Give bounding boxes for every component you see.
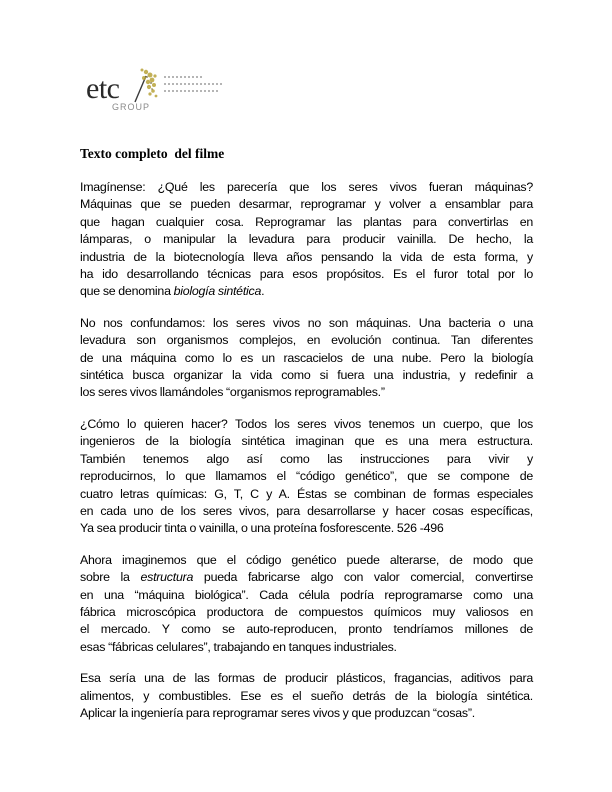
text-line: Esa sería una de las formas de producir plásticos, fragancias, aditivos para	[80, 671, 533, 686]
text-run: que se denomina	[80, 284, 174, 299]
etc-group-logo	[86, 66, 226, 114]
page-title: Texto completo del filme	[80, 146, 225, 161]
italic-term: biología sintética	[173, 284, 262, 299]
text-line: de una máquina como lo es un rascacielos de una nube. Pero la biología	[80, 350, 533, 365]
paragraph-5	[80, 670, 533, 722]
logo-wordmark: etc	[86, 72, 120, 105]
logo-figure-icon	[134, 66, 160, 104]
text-line: Ahora imaginemos que el código genético puede alterarse, de modo que	[80, 552, 533, 567]
paragraph-3	[80, 416, 533, 538]
document-body	[80, 179, 533, 736]
text-line: Imagínense: ¿Qué les parecería que los seres vivos fueran máquinas?	[80, 180, 533, 194]
text-line	[80, 569, 533, 586]
text-line: ingenieros de la biología sintética imaginan que es una mera estructura.	[80, 434, 533, 449]
text-line: esas “fábricas celulares”, trabajando en tanques industriales.	[80, 639, 397, 654]
italic-term: estructura	[140, 570, 194, 585]
text-line: en cada uno de los seres vivos, para desarrollarse y hacer cosas específicas,	[80, 503, 533, 518]
text-line: También tenemos algo así como las instrucciones para vivir y	[80, 451, 533, 466]
paragraph-4	[80, 552, 533, 656]
text-line: cuatro letras químicas: G, T, C y A. Éstas se combinan de formas especiales	[80, 486, 533, 501]
text-line: los seres vivos llamándoles “organismos reprogramables.”	[80, 385, 385, 400]
text-line: sintética busca organizar la vida como si fuera una industria, y redefinir a	[80, 368, 533, 383]
text-line: fábrica microscópica productora de compuestos químicos muy valiosos en	[80, 604, 533, 619]
text-line: reproducirnos, lo que llamamos el “código genético”, que se compone de	[80, 469, 533, 484]
text-line: ¿Cómo lo quieren hacer? Todos los seres vivos tenemos un cuerpo, que los	[80, 416, 533, 431]
text-line: industria de la biotecnología lleva años pensando la vida de esta forma, y	[80, 249, 533, 264]
paragraph-1	[80, 179, 533, 301]
text-run: pueda fabricarse algo con valor comercial, convertirse	[193, 570, 533, 585]
logo-subtitle: GROUP	[112, 102, 151, 112]
text-line	[80, 283, 533, 300]
text-line: Máquinas que se pueden desarmar, reprogramar y volver a ensamblar para	[80, 197, 533, 212]
text-line: el mercado. Y como se auto-reproducen, pronto tendríamos millones de	[80, 622, 533, 637]
text-line: en una “máquina biológica”. Cada célula podría reprogramarse como una	[80, 587, 533, 602]
text-line: alimentos, y combustibles. Ese es el sueño detrás de la biología sintética.	[80, 688, 533, 703]
text-line: ha ido desarrollando técnicas para esos propósitos. Es el furor total por lo	[80, 267, 533, 282]
text-run: sobre la	[80, 570, 141, 585]
text-run: .	[261, 284, 265, 299]
paragraph-2	[80, 315, 533, 402]
text-line: No nos confundamos: los seres vivos no son máquinas. Una bacteria o una	[80, 315, 533, 330]
text-line: lámparas, o manipular la levadura para producir vainilla. De hecho, la	[80, 232, 533, 247]
text-line: que hagan cualquier cosa. Reprogramar las plantas para convertirlas en	[80, 214, 533, 229]
text-line: Ya sea producir tinta o vainilla, o una proteína fosforescente. 526 -496	[80, 521, 444, 536]
text-line: Aplicar la ingeniería para reprogramar seres vivos y que produzcan “cosas”.	[80, 705, 475, 720]
logo-tagline	[164, 76, 224, 97]
text-line: levadura son organismos complejos, en evolución continua. Tan diferentes	[80, 333, 533, 348]
